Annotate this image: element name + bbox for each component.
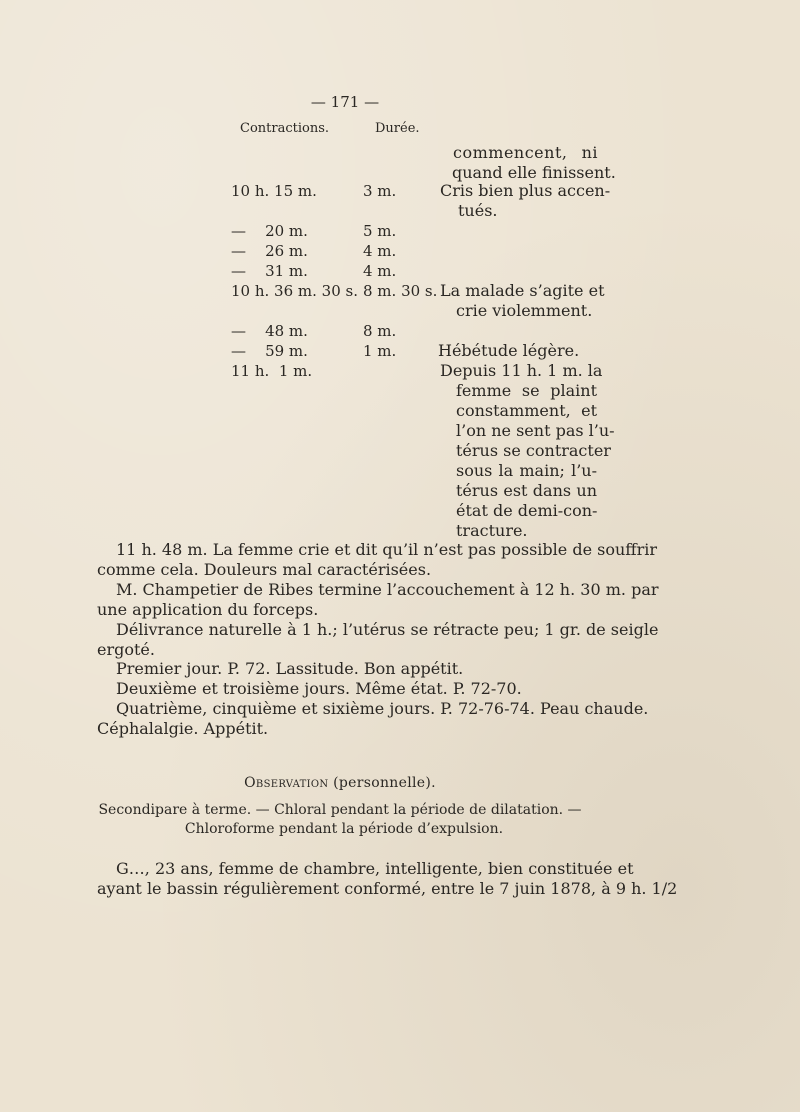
header-duree: Durée. [375, 121, 420, 136]
note-line: sous la main; l’u- [456, 461, 597, 480]
table-row-duration: 3 m. [363, 182, 397, 200]
note-line: tracture. [456, 521, 528, 540]
note-line: constamment, et [456, 401, 597, 420]
paragraph-line: Céphalalgie. Appétit. [97, 719, 269, 738]
note-line: Hébétude légère. [438, 341, 580, 360]
note-line: état de demi-con- [456, 501, 598, 520]
note-line: Cris bien plus accen- [440, 181, 611, 200]
table-row-duration: 8 m. 30 s. [363, 282, 438, 300]
table-row-time: — 31 m. [231, 262, 308, 280]
observation-title [0, 775, 680, 791]
paragraph-line: M. Champetier de Ribes termine l’accouchement à 12 h. 30 m. par [116, 580, 659, 599]
note-line: La malade s’agite et [440, 281, 605, 300]
paragraph-line: comme cela. Douleurs mal caractérisées. [97, 560, 432, 579]
note-line: tués. [458, 201, 498, 220]
page-number: — 171 — [310, 93, 380, 111]
note-line: commencent, ni [453, 143, 598, 162]
note-line: l’on ne sent pas l’u- [456, 421, 615, 440]
note-line: quand elle finissent. [452, 163, 616, 182]
observation-subtitle: Secondipare à terme. — Chloral pendant la période de dilatation. — [98, 802, 582, 818]
observation-title-rest: (personnelle). [333, 775, 436, 791]
observation-title-word: Observation [244, 775, 329, 791]
observation-subtitle: Chloroforme pendant la période d’expulsion. [184, 821, 504, 837]
paragraph-line: Délivrance naturelle à 1 h.; l’utérus se rétracte peu; 1 gr. de seigle [116, 620, 659, 639]
paragraph-line: Premier jour. P. 72. Lassitude. Bon appétit. [116, 659, 464, 678]
table-row-time: 10 h. 36 m. 30 s. [231, 282, 358, 300]
table-row-duration: 1 m. [363, 342, 397, 360]
header-contractions: Contractions. [240, 121, 330, 136]
table-row-time: 10 h. 15 m. [231, 182, 317, 200]
paragraph-line: une application du forceps. [97, 600, 319, 619]
table-row-time: — 26 m. [231, 242, 308, 260]
table-row-duration: 4 m. [363, 242, 397, 260]
paragraph-line: ayant le bassin régulièrement conformé, entre le 7 juin 1878, à 9 h. 1/2 [97, 879, 678, 898]
table-row-duration: 4 m. [363, 262, 397, 280]
note-line: crie violemment. [456, 301, 593, 320]
note-line: femme se plaint [456, 381, 597, 400]
paragraph-line: ergoté. [97, 640, 155, 659]
paragraph-line: Deuxième et troisième jours. Même état. P. 72-70. [116, 679, 522, 698]
paragraph-line: 11 h. 48 m. La femme crie et dit qu’il n’est pas possible de souffrir [116, 540, 658, 559]
table-row-time: — 20 m. [231, 222, 308, 240]
paragraph-line: G…, 23 ans, femme de chambre, intelligente, bien constituée et [116, 859, 634, 878]
note-line: térus est dans un [456, 481, 597, 500]
note-line: térus se contracter [456, 441, 611, 460]
paragraph-line: Quatrième, cinquième et sixième jours. P. 72-76-74. Peau chaude. [116, 699, 649, 718]
note-line: Depuis 11 h. 1 m. la [440, 361, 603, 380]
table-row-time: — 48 m. [231, 322, 308, 340]
table-row-duration: 8 m. [363, 322, 397, 340]
table-row-duration: 5 m. [363, 222, 397, 240]
table-row-time: — 59 m. [231, 342, 308, 360]
table-row-time: 11 h. 1 m. [231, 362, 313, 380]
